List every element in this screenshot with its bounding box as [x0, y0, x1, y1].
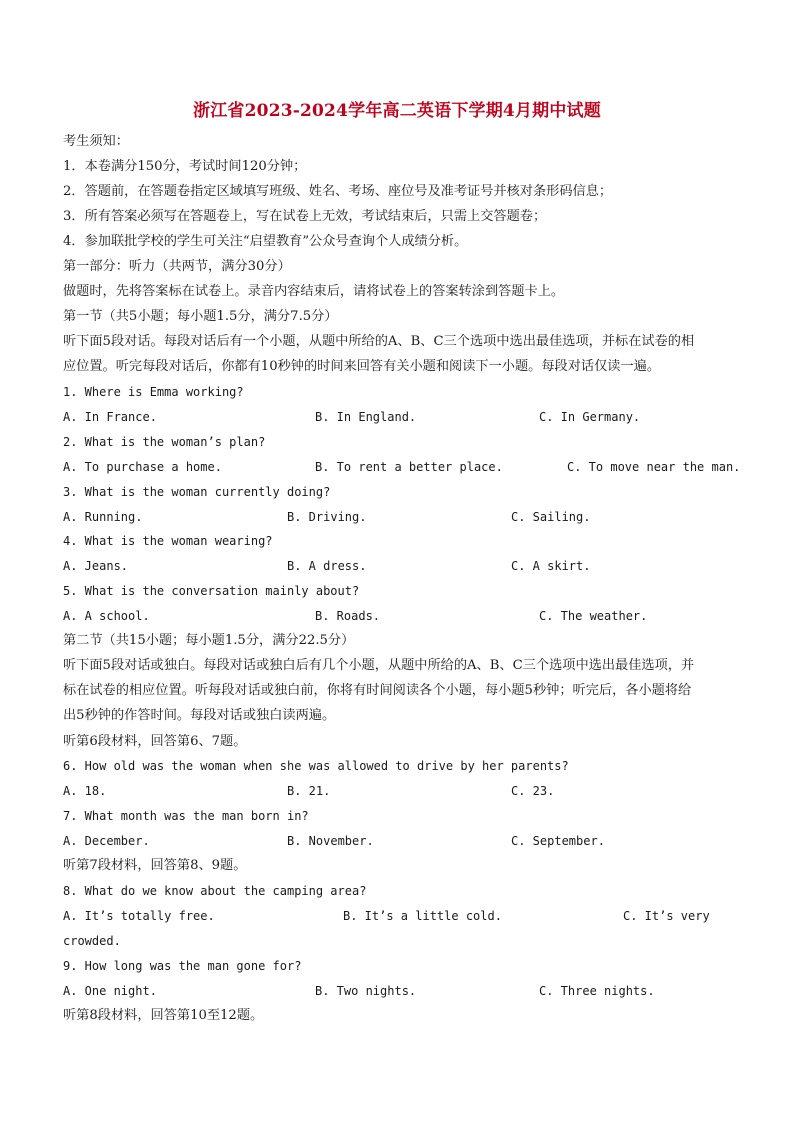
question-1-option-b: B. In England.	[315, 410, 417, 424]
question-9-option-c: C. Three nights.	[539, 984, 655, 998]
section1-heading: 第一节（共5小题；每小题1.5分，满分7.5分）	[63, 309, 338, 324]
question-3-option-b: B. Driving.	[287, 510, 367, 524]
section1-instruction-line-1: 听下面5段对话。每段对话后有一个小题，从题中所给的A、B、C三个选项中选出最佳选项，并标在试卷的相	[63, 334, 695, 349]
question-2-option-c: C. To move near the man.	[567, 460, 741, 474]
notice-item-4: 4．参加联批学校的学生可关注“启望教育”公众号查询个人成绩分析。	[63, 234, 468, 249]
question-2-option-b: B. To rent a better place.	[315, 460, 503, 474]
notice-item-2: 2．答题前，在答题卷指定区域填写班级、姓名、考场、座位号及准考证号并核对条形码信息；	[63, 184, 613, 199]
section2-instruction-line-2: 标在试卷的相应位置。听每段对话或独白前，你将有时间阅读各个小题，每小题5秒钟；听完后，各小题将给	[63, 683, 692, 698]
question-7-option-c: C. September.	[511, 834, 605, 848]
question-2-stem: 2. What is the woman’s plan?	[63, 435, 266, 449]
question-1-stem: 1. Where is Emma working?	[63, 385, 244, 399]
page-title: 浙江省2023-2024学年高二英语下学期4月期中试题	[193, 101, 601, 121]
question-2-option-a: A. To purchase a home.	[63, 460, 222, 474]
question-4-option-b: B. A dress.	[287, 559, 367, 573]
material-8-heading: 听第8段材料，回答第10至12题。	[63, 1008, 264, 1023]
question-5-option-b: B. Roads.	[315, 609, 381, 623]
section1-instruction-line-2: 应位置。听完每段对话后，你都有10秒钟的时间来回答有关小题和阅读下一小题。每段对话仅读一遍。	[63, 359, 661, 374]
question-7-stem: 7. What month was the man born in?	[63, 809, 309, 823]
question-4-stem: 4. What is the woman wearing?	[63, 534, 273, 548]
question-9-option-b: B. Two nights.	[315, 984, 417, 998]
question-1-option-a: A. In France.	[63, 410, 157, 424]
question-4-option-a: A. Jeans.	[63, 559, 129, 573]
part1-instruction: 做题时，先将答案标在试卷上。录音内容结束后，请将试卷上的答案转涂到答题卡上。	[63, 284, 565, 299]
notice-item-3: 3．所有答案必须写在答题卷上，写在试卷上无效，考试结束后，只需上交答题卷；	[63, 209, 547, 224]
question-4-option-c: C. A skirt.	[511, 559, 591, 573]
question-1-option-c: C. In Germany.	[539, 410, 641, 424]
question-6-option-b: B. 21.	[287, 784, 331, 798]
question-8-option-a: A. It’s totally free.	[63, 909, 215, 923]
material-6-heading: 听第6段材料，回答第6、7题。	[63, 734, 247, 749]
question-3-option-c: C. Sailing.	[511, 510, 591, 524]
question-9-option-a: A. One night.	[63, 984, 157, 998]
part1-heading: 第一部分：听力（共两节，满分30分）	[63, 259, 291, 274]
question-5-option-c: C. The weather.	[539, 609, 648, 623]
question-3-option-a: A. Running.	[63, 510, 143, 524]
section2-heading: 第二节（共15小题；每小题1.5分，满分22.5分）	[63, 633, 355, 648]
question-6-stem: 6. How old was the woman when she was allowed to drive by her parents?	[63, 759, 569, 773]
question-3-stem: 3. What is the woman currently doing?	[63, 485, 331, 499]
question-5-option-a: A. A school.	[63, 609, 150, 623]
notice-item-1: 1．本卷满分150分，考试时间120分钟；	[63, 159, 307, 174]
question-8-option-c-continued: crowded.	[63, 934, 121, 948]
question-8-option-b: B. It’s a little cold.	[343, 909, 502, 923]
question-6-option-c: C. 23.	[511, 784, 555, 798]
question-8-option-c: C. It’s very	[623, 909, 710, 923]
question-5-stem: 5. What is the conversation mainly about?	[63, 584, 360, 598]
question-7-option-a: A. December.	[63, 834, 150, 848]
question-7-option-b: B. November.	[287, 834, 374, 848]
material-7-heading: 听第7段材料，回答第8、9题。	[63, 858, 247, 873]
notice-heading: 考生须知：	[63, 134, 129, 149]
question-8-stem: 8. What do we know about the camping area?	[63, 884, 367, 898]
question-9-stem: 9. How long was the man gone for?	[63, 959, 302, 973]
section2-instruction-line-1: 听下面5段对话或独白。每段对话或独白后有几个小题，从题中所给的A、B、C三个选项中选出最佳选项，并	[63, 658, 695, 673]
section2-instruction-line-3: 出5秒钟的作答时间。每段对话或独白读两遍。	[63, 708, 336, 723]
question-6-option-a: A. 18.	[63, 784, 107, 798]
